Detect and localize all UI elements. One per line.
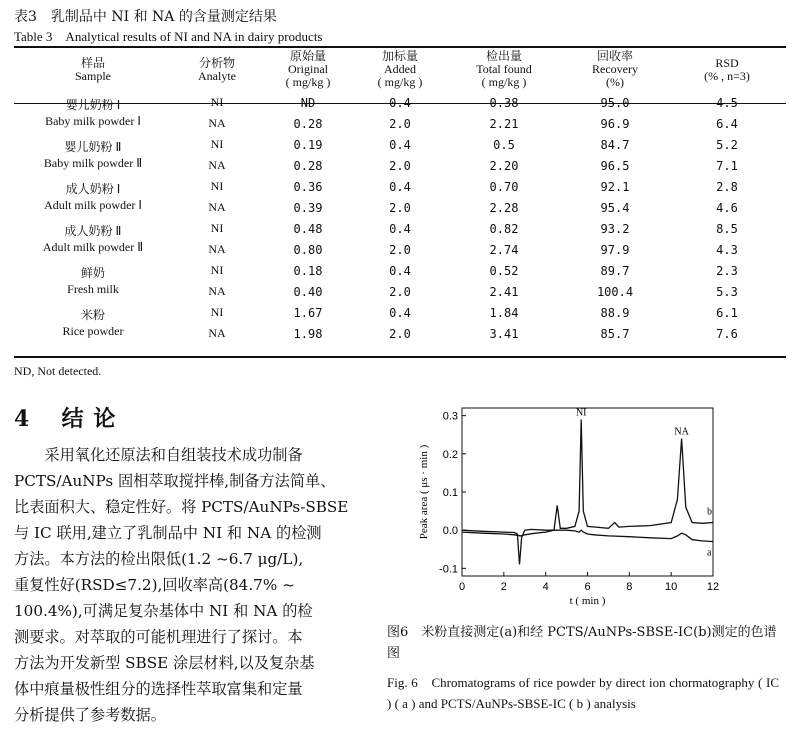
value-cell: 6.4: [716, 116, 738, 131]
value-cell: 0.48: [293, 221, 323, 236]
body-text-line: 100.4%),可满足复杂基体中 NI 和 NA 的检: [14, 602, 313, 620]
column-header-2: [262, 48, 354, 92]
table-row: [14, 155, 786, 176]
column-header-en: Total found: [476, 62, 532, 76]
value-cell: 0.82: [489, 221, 519, 236]
value-cell: 2.0: [389, 158, 411, 173]
value-cell: 97.9: [600, 242, 630, 257]
table-row: [14, 218, 786, 239]
value-cell: 1.98: [293, 326, 323, 341]
table-bottom-rule: [14, 356, 786, 358]
table-row: [14, 239, 786, 260]
table-caption-en: Table 3 Analytical results of NI and NA in dairy products: [14, 29, 323, 44]
column-header-cn: 检出量: [485, 49, 522, 63]
value-cell: 0.39: [293, 200, 323, 215]
analyte-cell: NA: [208, 116, 226, 130]
figure-caption-cn: 图6 米粉直接测定(a)和经 PCTS/AuNPs-SBSE-IC(b)测定的色谱图: [387, 625, 777, 661]
value-cell: 85.7: [600, 326, 630, 341]
analyte-cell: NA: [208, 284, 226, 298]
analyte-cell: NA: [208, 200, 226, 214]
y-tick-label: -0.1: [439, 563, 458, 576]
series-label-a: a: [707, 547, 712, 559]
value-cell: 1.84: [489, 305, 519, 320]
table-footnote: ND, Not detected.: [14, 364, 102, 378]
value-cell: 2.8: [716, 179, 738, 194]
column-header-unit: ( mg/kg ): [285, 75, 331, 89]
y-tick-label: 0.3: [442, 410, 458, 423]
section-number: 4: [14, 406, 31, 432]
column-header-4: [446, 48, 562, 92]
analyte-cell: NA: [208, 326, 226, 340]
body-text-line: 方法。本方法的检出限低(1.2 ~6.7 μg/L),: [14, 550, 304, 568]
value-cell: 95.4: [600, 200, 630, 215]
value-cell: 84.7: [600, 137, 630, 152]
analyte-cell: NI: [210, 305, 224, 319]
value-cell: 7.1: [716, 158, 738, 173]
analyte-cell: NI: [210, 263, 224, 277]
column-header-en: (% , n=3): [704, 68, 750, 83]
value-cell: 2.0: [389, 200, 411, 215]
value-cell: 2.74: [489, 242, 519, 257]
body-text-line: 比表面积大、稳定性好。将 PCTS/AuNPs-SBSE: [14, 498, 349, 516]
value-cell: 93.2: [600, 221, 630, 236]
value-cell: 89.7: [600, 263, 630, 278]
analyte-cell: NI: [210, 221, 224, 235]
sample-name-en: Adult milk powder Ⅱ: [42, 240, 144, 254]
sample-name-en: Baby milk powder Ⅱ: [43, 156, 143, 170]
value-cell: 0.70: [489, 179, 519, 194]
value-cell: 0.18: [293, 263, 323, 278]
value-cell: 4.5: [716, 95, 738, 110]
value-cell: 2.28: [489, 200, 519, 215]
column-header-6: [668, 48, 786, 92]
chromatogram-chart: [405, 398, 725, 606]
column-header-5: [562, 48, 668, 92]
x-tick-label: 8: [626, 581, 633, 593]
column-header-cn: 回收率: [596, 49, 633, 63]
value-cell: 0.4: [389, 305, 411, 320]
table-row: [14, 92, 786, 113]
value-cell: 1.67: [293, 305, 323, 320]
table-body: [14, 92, 786, 344]
value-cell: 2.0: [389, 284, 411, 299]
peak-label: NI: [575, 407, 587, 419]
table-row: [14, 113, 786, 134]
section-title: 结 论: [61, 406, 117, 432]
x-axis-label: t ( min ): [569, 595, 606, 606]
value-cell: 0.19: [293, 137, 323, 152]
value-cell: 0.28: [293, 116, 323, 131]
column-header-cn: 分析物: [198, 55, 235, 70]
column-header-unit: ( mg/kg ): [377, 75, 423, 89]
table-row: [14, 176, 786, 197]
sample-name-en: Baby milk powder Ⅰ: [45, 114, 141, 128]
figure-caption-en: Fig. 6 Chromatograms of rice powder by direct ion chormatography ( IC ) ( a ) and PCTS/AuNPs-SBSE-IC ( b ) analysis: [387, 675, 779, 711]
sample-name-cn: 鲜奶: [80, 266, 105, 280]
value-cell: 0.5: [493, 137, 515, 152]
value-cell: 0.38: [489, 95, 519, 110]
value-cell: 0.40: [293, 284, 323, 299]
body-text-line: PCTS/AuNPs 固相萃取搅拌棒,制备方法简单、: [14, 472, 336, 490]
value-cell: 6.1: [716, 305, 738, 320]
table-row: [14, 260, 786, 281]
column-header-en: Original: [288, 62, 328, 76]
sample-name-cn: 成人奶粉 Ⅰ: [65, 182, 121, 196]
value-cell: 88.9: [600, 305, 630, 320]
sample-name-cn: 婴儿奶粉 Ⅰ: [65, 98, 121, 112]
sample-name-en: Rice powder: [62, 324, 124, 338]
body-text-line: 方法为开发新型 SBSE 涂层材料,以及复杂基: [14, 654, 315, 672]
sample-name-en: Fresh milk: [67, 282, 119, 296]
x-tick-label: 0: [458, 581, 466, 593]
x-tick-label: 10: [665, 581, 678, 593]
y-axis-label: Peak area ( μs · min ): [418, 444, 430, 540]
y-tick-label: 0.1: [442, 487, 458, 499]
value-cell: 5.3: [716, 284, 738, 299]
value-cell: 0.4: [389, 95, 411, 110]
table-header-row: [14, 48, 786, 92]
analyte-cell: NA: [208, 242, 226, 256]
analyte-cell: NI: [210, 95, 224, 109]
sample-name-cn: 婴儿奶粉 Ⅱ: [64, 140, 122, 154]
table-row: [14, 302, 786, 323]
value-cell: 2.3: [716, 263, 738, 278]
value-cell: 92.1: [600, 179, 630, 194]
value-cell: 2.41: [489, 284, 519, 299]
analyte-cell: NA: [208, 158, 226, 172]
value-cell: 8.5: [716, 221, 738, 236]
value-cell: 7.6: [716, 326, 738, 341]
body-text-line: 测要求。对萃取的可能机理进行了探讨。本: [14, 628, 303, 646]
body-text-line: 分析提供了参考数据。: [14, 706, 166, 724]
column-header-3: [354, 48, 446, 92]
x-tick-label: 2: [500, 581, 507, 593]
column-header-1: [172, 48, 262, 92]
results-table: [14, 48, 786, 344]
table-row: [14, 134, 786, 155]
column-header-unit: ( mg/kg ): [481, 75, 527, 89]
sample-name-cn: 米粉: [80, 308, 105, 322]
value-cell: 96.5: [600, 158, 630, 173]
column-header-cn: 加标量: [381, 49, 418, 63]
table-row: [14, 197, 786, 218]
value-cell: 0.52: [489, 263, 519, 278]
column-header-0: [14, 48, 172, 92]
value-cell: 2.21: [489, 116, 519, 131]
value-cell: 2.0: [389, 326, 411, 341]
value-cell: 2.0: [389, 242, 411, 257]
value-cell: 2.0: [389, 116, 411, 131]
value-cell: 96.9: [600, 116, 630, 131]
value-cell: 3.41: [489, 326, 519, 341]
value-cell: 0.4: [389, 179, 411, 194]
value-cell: 0.28: [293, 158, 323, 173]
value-cell: 5.2: [716, 137, 738, 152]
sample-name-cn: 成人奶粉 Ⅱ: [64, 224, 122, 238]
x-tick-label: 6: [584, 581, 591, 593]
section-heading: [14, 402, 116, 433]
analyte-cell: NI: [210, 137, 224, 151]
value-cell: 100.4: [596, 284, 634, 299]
column-header-en: Recovery: [592, 62, 638, 76]
series-label-b: b: [707, 506, 712, 518]
value-cell: 4.6: [716, 200, 738, 215]
column-header-en: Analyte: [198, 68, 236, 83]
value-cell: 2.20: [489, 158, 519, 173]
value-cell: 0.4: [389, 263, 411, 278]
value-cell: 0.4: [389, 137, 411, 152]
value-cell: ND: [300, 95, 316, 110]
table-caption-cn: 表3 乳制品中 NI 和 NA 的含量测定结果: [14, 9, 277, 25]
column-header-en: Sample: [75, 68, 111, 83]
column-header-cn: 原始量: [289, 49, 326, 63]
value-cell: 95.0: [600, 95, 630, 110]
y-tick-label: 0.2: [442, 448, 458, 461]
table-row: [14, 281, 786, 302]
x-tick-label: 4: [542, 581, 549, 593]
column-header-cn: RSD: [715, 55, 739, 70]
column-header-en: Added: [384, 62, 416, 76]
value-cell: 0.4: [389, 221, 411, 236]
series-line-a: [462, 529, 713, 564]
body-text-line: 重复性好(RSD≤7.2),回收率高(84.7% ~: [14, 576, 295, 594]
column-header-cn: 样品: [80, 55, 105, 70]
value-cell: 0.36: [293, 179, 323, 194]
x-tick-label: 12: [706, 581, 720, 593]
body-text-line: 体中痕量极性组分的选择性萃取富集和定量: [14, 680, 303, 698]
value-cell: 0.80: [293, 242, 323, 257]
body-text-line: 采用氧化还原法和自组装技术成功制备: [14, 446, 303, 464]
column-header-unit: (%): [606, 75, 624, 89]
peak-label: NA: [674, 426, 689, 438]
y-tick-label: 0.0: [442, 525, 458, 538]
value-cell: 4.3: [716, 242, 738, 257]
analyte-cell: NI: [210, 179, 224, 193]
sample-name-en: Adult milk powder Ⅰ: [44, 198, 142, 212]
table-row: [14, 323, 786, 344]
body-text-line: 与 IC 联用,建立了乳制品中 NI 和 NA 的检测: [14, 524, 322, 542]
